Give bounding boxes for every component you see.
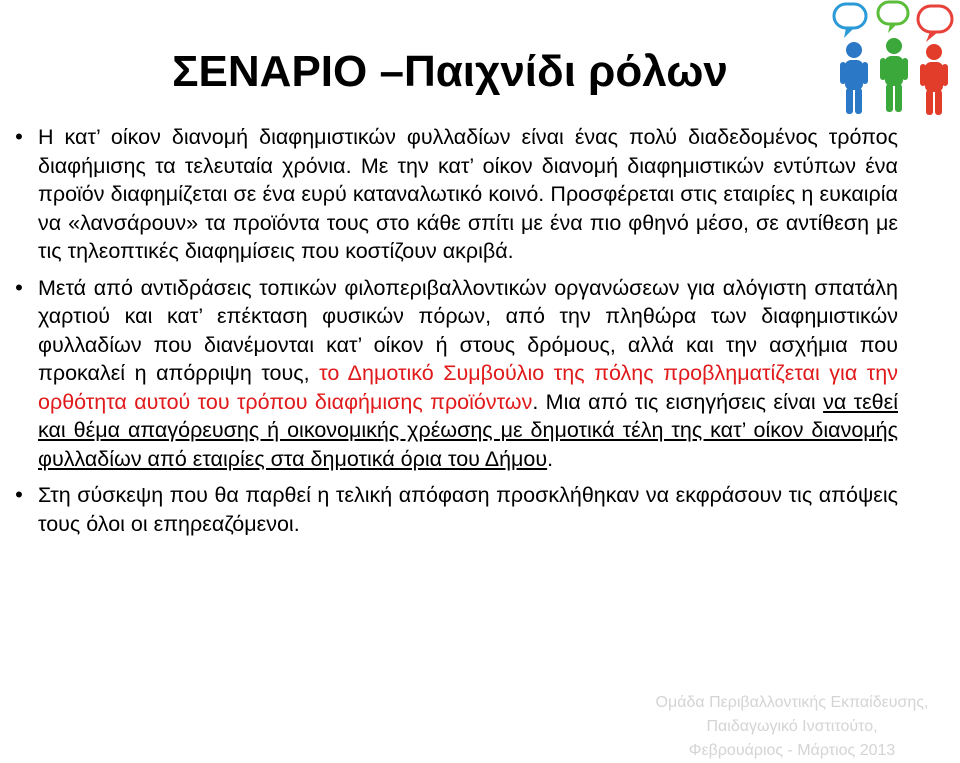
bullet-item: [15, 123, 898, 266]
bullet-marker: •: [15, 274, 23, 300]
bullet-text: Η κατ’ οίκον διανομή διαφημιστικών φυλλαδίων είναι ένας πολύ διαδεδομένος τρόπος διαφήμισης τα τελευταία χρόνια. Με την κατ’ οίκον διανομή διαφημιστικών εντύπων ένα προϊόν διαφημίζεται σε ένα ευρύ καταναλωτικό κοινό. Προσφέρεται στις εταιρίες η ευκαιρία να «λανσάρουν» τα προϊόντα τους στο κάθε σπίτι με ένα πιο φθηνό μέσο, σε αντίθεση με τις τηλεοπτικές διαφημίσεις που κοστίζουν ακριβά.: [38, 125, 898, 263]
bullet-item: [15, 274, 898, 474]
person-blue: [840, 42, 868, 114]
slide-title: ΣΕΝΑΡΙΟ –Παιχνίδι ρόλων: [172, 47, 728, 96]
footer-credit: [642, 691, 942, 763]
bullet-text: .: [547, 446, 554, 471]
underlined-text: να τεθεί και θέμα απαγόρευσης ή οικονομικής χρέωσης με δημοτικά τέλη της κατ’ οίκον διανομής φυλλαδίων από εταιρίες στα δημοτικά όρια του Δήμου: [38, 389, 898, 471]
footer-line: Φεβρουάριος - Μάρτιος 2013: [688, 742, 896, 759]
person-red: [920, 44, 948, 115]
bullet-text: Στη σύσκεψη που θα παρθεί η τελική απόφαση προσκλήθηκαν να εκφράσουν τις απόψεις τους όλοι οι επηρεαζόμενοι.: [38, 483, 898, 536]
bullet-list: [15, 123, 898, 546]
highlighted-text: το Δημοτικό Συμβούλιο της πόλης προβληματίζεται για την ορθότητα αυτού του τρόπου διαφήμισης προϊόντων: [38, 361, 898, 414]
footer-line: Ομάδα Περιβαλλοντικής Εκπαίδευσης,: [655, 694, 929, 711]
bullet-text: . Μια από τις εισηγήσεις είναι: [532, 389, 824, 414]
speech-bubble-left: [834, 4, 866, 38]
speech-bubble-right: [918, 6, 952, 42]
bullet-text: Μετά από αντιδράσεις τοπικών φιλοπεριβαλλοντικών οργανώσεων για αλόγιστη σπατάλη χαρτιού και κατ’ επέκταση φυσικών πόρων, από την πληθώρα των διαφημιστικών φυλλαδίων που διανέμονται κατ’ οίκον ή στους δρόμους, αλλά και την ασχήμια που προκαλεί η απόρριψη τους,: [38, 275, 898, 385]
bullet-item: [15, 481, 898, 538]
people-with-speech-bubbles-icon: [826, 0, 960, 118]
speech-bubble-middle: [878, 2, 908, 33]
bullet-marker: •: [15, 482, 23, 507]
bullet-marker: •: [15, 124, 23, 149]
footer-line: Παιδαγωγικό Ινστιτούτο,: [706, 718, 878, 735]
person-green: [880, 38, 908, 112]
